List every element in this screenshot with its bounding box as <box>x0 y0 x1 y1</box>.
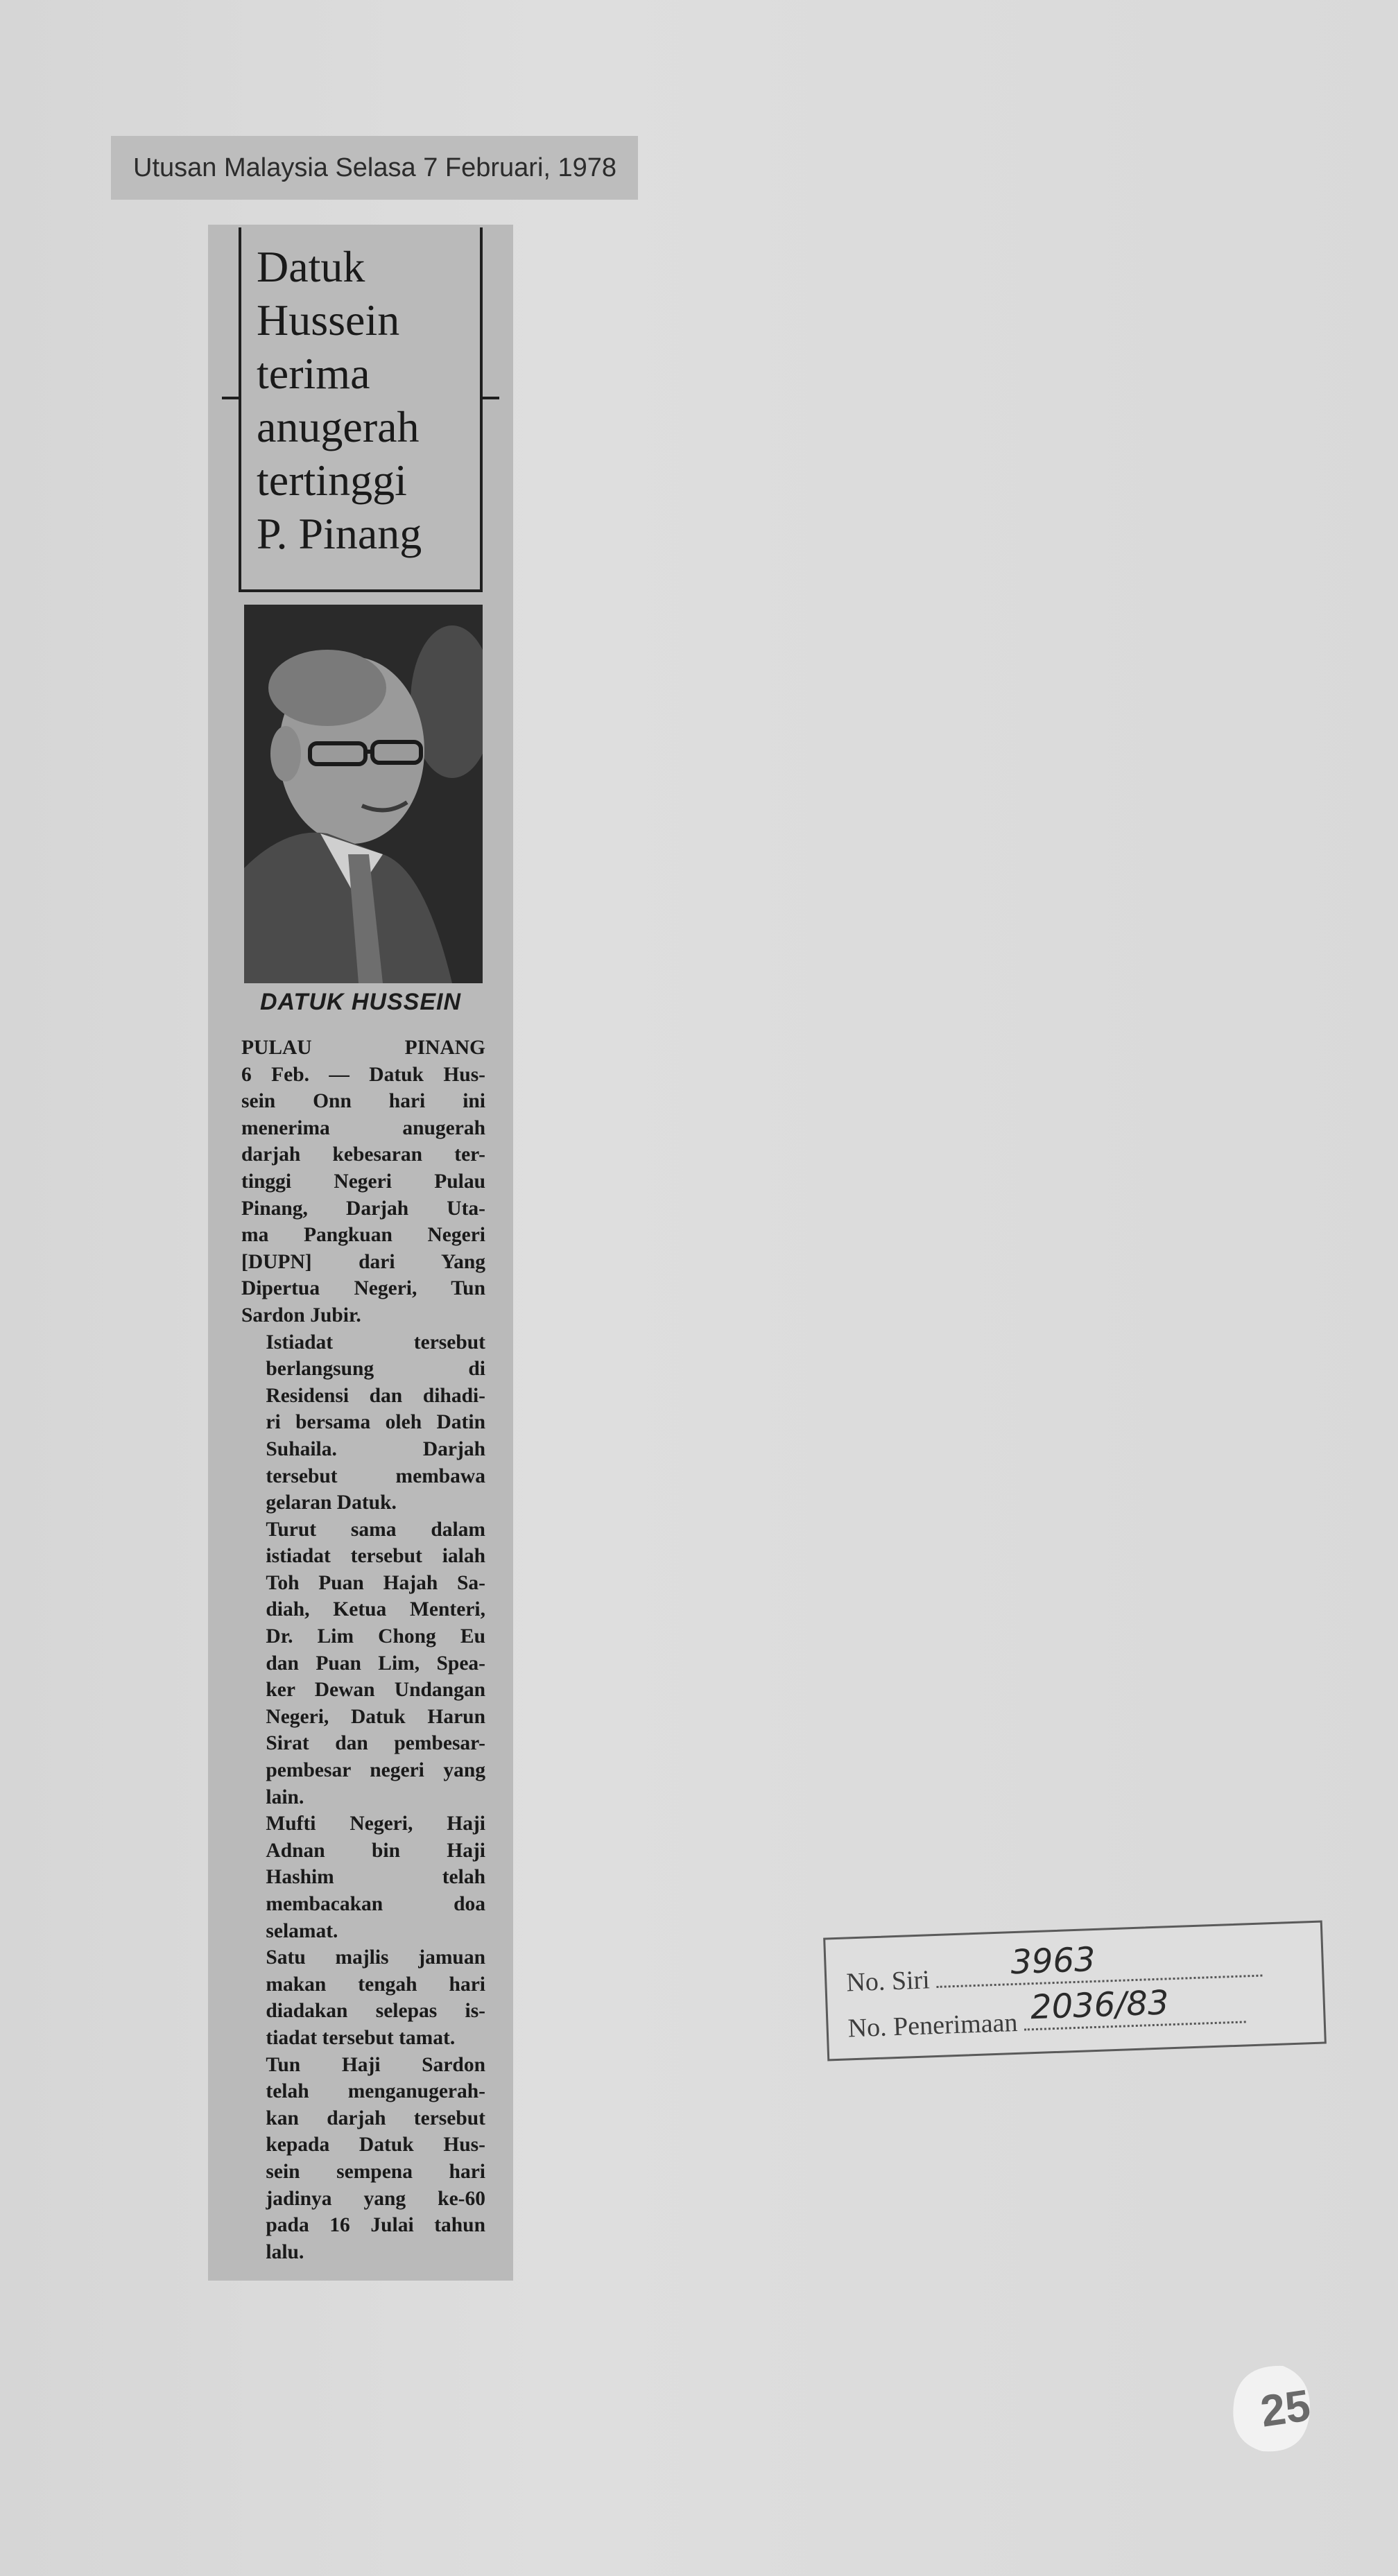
article-line: Dr. Lim Chong Eu <box>266 1625 485 1648</box>
penerimaan-label: No. Penerimaan <box>847 2007 1019 2043</box>
article-line: Pinang, Darjah Uta- <box>241 1197 485 1220</box>
article-line: menerima anugerah <box>241 1116 485 1139</box>
article-line: membacakan doa <box>266 1893 485 1915</box>
article-line: kan darjah tersebut <box>266 2107 485 2129</box>
article-line: pada 16 Julai tahun <box>266 2214 485 2237</box>
stamp-row-penerimaan <box>847 1983 1247 2043</box>
article-line: berlangsung di <box>266 1358 485 1381</box>
headline <box>257 240 478 560</box>
article-line: makan tengah hari <box>266 1973 485 1996</box>
article-line: tersebut membawa <box>266 1464 485 1487</box>
article-line: 6 Feb. — Datuk Hus- <box>241 1063 485 1086</box>
article-line: pembesar negeri yang <box>266 1759 485 1782</box>
article-line: ker Dewan Undangan <box>266 1679 485 1702</box>
siri-field <box>935 1939 1262 1988</box>
article-line: telah menganugerah- <box>266 2080 485 2103</box>
siri-label: No. Siri <box>845 1965 931 1998</box>
article-paragraph <box>241 1035 485 1329</box>
article-line: Istiadat tersebut <box>266 1331 485 1354</box>
article-body <box>241 1035 485 2265</box>
article-line: darjah kebesaran ter- <box>241 1143 485 1166</box>
article-line: Toh Puan Hajah Sa- <box>266 1571 485 1594</box>
article-line: ri bersama oleh Datin <box>266 1411 485 1434</box>
article-line: sein Onn hari ini <box>241 1090 485 1113</box>
article-line: Sirat dan pembesar- <box>266 1732 485 1755</box>
article-line: Tun Haji Sardon <box>266 2053 485 2076</box>
article-line: tiadat tersebut tamat. <box>266 2026 456 2049</box>
article-line: dan Puan Lim, Speа- <box>266 1652 485 1675</box>
article-line: Hashim telah <box>266 1866 485 1889</box>
penerimaan-field <box>1024 1983 1246 2030</box>
article-line: Negeri, Datuk Harun <box>266 1705 485 1728</box>
article-line: selamat. <box>266 1919 338 1942</box>
article-line: Suhaila. Darjah <box>266 1437 485 1460</box>
article-line: tinggi Negeri Pulau <box>241 1170 485 1193</box>
article-line: Satu majlis jamuan <box>266 1946 485 1969</box>
article-line: lain. <box>266 1786 304 1808</box>
article-line: jadinya yang ke-60 <box>266 2187 485 2210</box>
article-line: sein sempena hari <box>266 2160 485 2183</box>
penerimaan-value: 2036/83 <box>1030 1983 1170 2028</box>
article-line: kepada Datuk Hus- <box>266 2134 485 2156</box>
headline-line: Datuk <box>257 242 365 291</box>
portrait-photo <box>244 605 483 983</box>
headline-frame <box>239 227 483 592</box>
article-line: [DUPN] dari Yang <box>241 1250 485 1273</box>
article-paragraph <box>241 1810 485 1944</box>
article-line: diadakan selepas is- <box>266 2000 485 2023</box>
article-line: ma Pangkuan Negeri <box>241 1224 485 1247</box>
headline-line: terima <box>257 349 370 398</box>
article-line: Residensi dan dihadi- <box>266 1384 485 1407</box>
article-line: Dipertua Negeri, Tun <box>241 1277 485 1300</box>
archive-stamp <box>823 1920 1327 2061</box>
article-paragraph <box>241 1329 485 1516</box>
article-line: istiadat tersebut ialah <box>266 1545 485 1568</box>
article-line: lalu. <box>266 2240 304 2263</box>
article-line: Mufti Negeri, Haji <box>266 1813 485 1835</box>
article-paragraph <box>241 2052 485 2266</box>
page-number-sticker <box>1220 2351 1318 2462</box>
article-paragraph <box>241 1944 485 2051</box>
article-line: Sardon Jubir. <box>241 1304 361 1326</box>
article-paragraph <box>241 1516 485 1811</box>
article-line: PULAU PINANG <box>241 1037 485 1059</box>
article-line: diah, Ketua Menteri, <box>266 1598 485 1621</box>
article-line: Turut sama dalam <box>266 1518 485 1541</box>
newspaper-masthead: Utusan Malaysia Selasa 7 Februari, 1978 <box>111 136 638 200</box>
siri-value: 3963 <box>1010 1939 1096 1982</box>
headline-line: Hussein <box>257 295 400 345</box>
headline-line: P. Pinang <box>257 509 422 558</box>
newspaper-clipping <box>208 225 513 2281</box>
article-line: gelaran Datuk. <box>266 1492 397 1514</box>
headline-line: tertinggi <box>257 456 407 505</box>
page-number: 25 <box>1257 2380 1313 2437</box>
article-line: Adnan bin Haji <box>266 1839 485 1862</box>
photo-caption: DATUK HUSSEIN <box>259 989 462 1015</box>
headline-line: anugerah <box>257 402 420 451</box>
